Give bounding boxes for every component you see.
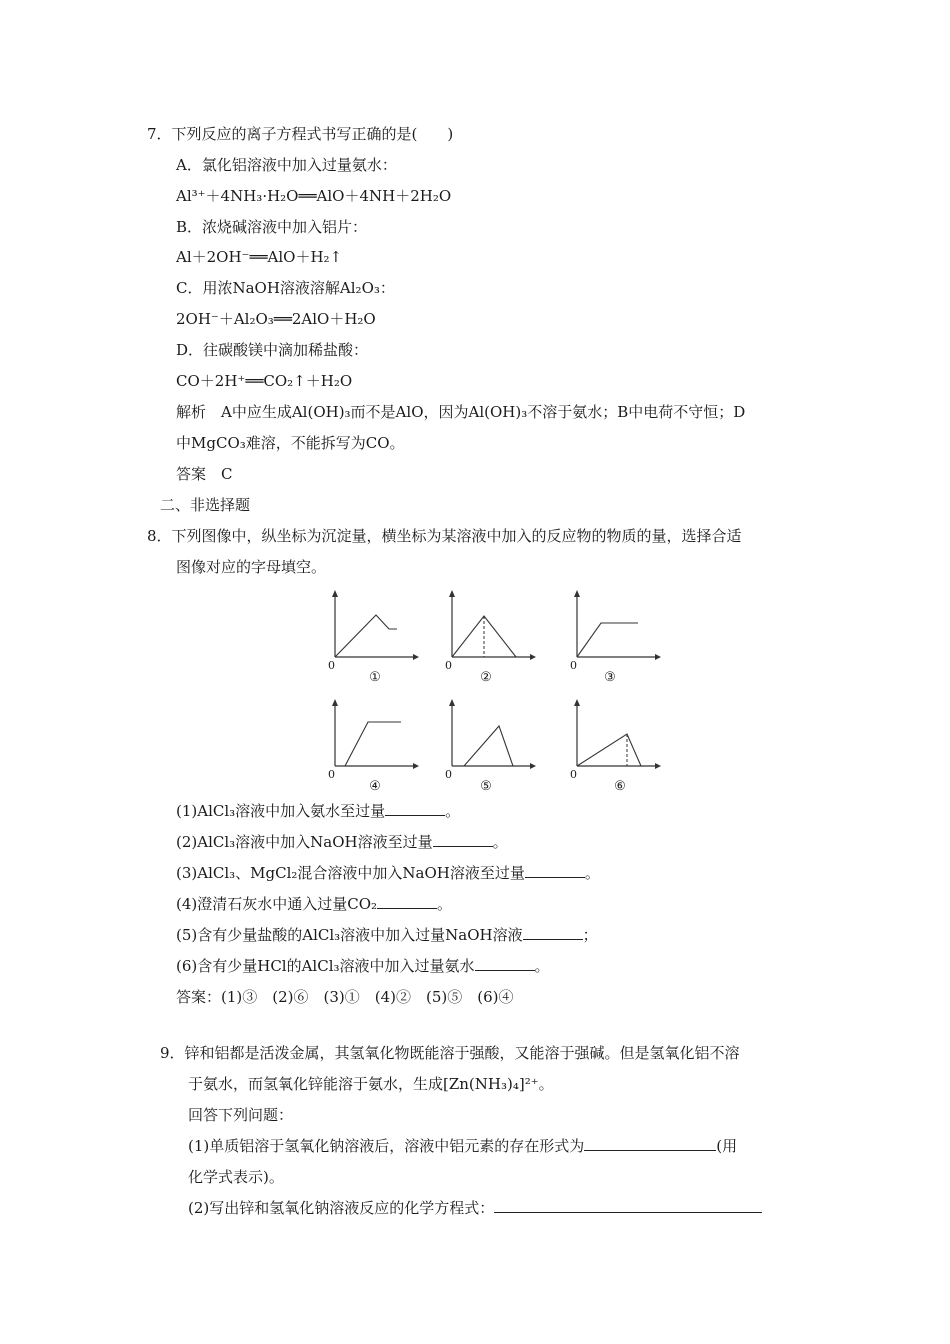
q8-item-5-text: (5)含有少量盐酸的AlCl₃溶液中加入过量NaOH溶液 <box>176 926 523 944</box>
q8-item-1 <box>176 801 460 821</box>
graph-5-plot <box>448 698 538 776</box>
q8-item-3 <box>176 863 600 883</box>
q8-answer: 答案：(1)③ (2)⑥ (3)① (4)② (5)⑤ (6)④ <box>176 988 514 1006</box>
graph-4-plot <box>331 698 421 776</box>
graph-2-origin: 0 <box>445 659 452 672</box>
q8-item-4-text: (4)澄清石灰水中通入过量CO₂ <box>176 895 378 913</box>
q9-part-2 <box>188 1198 762 1218</box>
q8-item-3-end: 。 <box>584 864 600 882</box>
graph-2 <box>445 589 538 672</box>
q9-part-1-text: (1)单质铝溶于氢氧化钠溶液后，溶液中铝元素的存在形式为 <box>188 1137 585 1155</box>
q8-item-4-blank[interactable] <box>377 894 437 909</box>
section-heading: 二、非选择题 <box>160 496 251 514</box>
q7-option-d: D．往碳酸镁中滴加稀盐酸： <box>176 341 369 359</box>
q7-analysis-line-2: 中MgCO₃难溶，不能拆写为CO。 <box>176 434 405 452</box>
q7-option-b: B．浓烧碱溶液中加入铝片： <box>176 218 368 236</box>
q9-part-1-cont: 化学式表示)。 <box>188 1168 284 1186</box>
q8-item-5 <box>176 925 598 945</box>
graph-5-origin: 0 <box>445 768 452 781</box>
q8-item-4-end: 。 <box>437 895 453 913</box>
q7-option-c: C．用浓NaOH溶液溶解Al₂O₃： <box>176 279 395 297</box>
q8-item-2-text: (2)AlCl₃溶液中加入NaOH溶液至过量 <box>176 833 433 851</box>
graph-6 <box>570 698 663 781</box>
q8-item-3-blank[interactable] <box>525 863 585 878</box>
graph-4-label: ④ <box>369 779 381 794</box>
q9-part-2-text: (2)写出锌和氢氧化钠溶液反应的化学方程式： <box>188 1199 495 1217</box>
graph-2-label: ② <box>480 670 492 685</box>
graph-4 <box>328 698 421 781</box>
q9-part-1-suffix: (用 <box>716 1137 738 1155</box>
q7-equation-b: Al＋2OH⁻══AlO＋H₂↑ <box>176 248 343 266</box>
graph-6-origin: 0 <box>570 768 577 781</box>
graph-3-plot <box>573 589 663 667</box>
q7-equation-d: CO＋2H⁺══CO₂↑＋H₂O <box>176 372 353 390</box>
q8-item-6-blank[interactable] <box>475 956 535 971</box>
q7-analysis-line-1: 解析 A中应生成Al(OH)₃而不是AlO，因为Al(OH)₃不溶于氨水；B中电荷不守恒；D <box>176 403 746 421</box>
q9-part-1 <box>188 1136 737 1156</box>
q9-part-2-blank[interactable] <box>494 1198 762 1213</box>
q7-equation-c: 2OH⁻＋Al₂O₃══2AlO＋H₂O <box>176 310 376 328</box>
q8-item-5-blank[interactable] <box>523 925 583 940</box>
q9-prompt: 回答下列问题： <box>188 1106 294 1124</box>
q8-item-2-blank[interactable] <box>433 832 493 847</box>
graph-6-plot <box>573 698 663 776</box>
q8-item-1-text: (1)AlCl₃溶液中加入氨水至过量 <box>176 802 386 820</box>
q8-item-3-text: (3)AlCl₃、MgCl₂混合溶液中加入NaOH溶液至过量 <box>176 864 525 882</box>
graph-3 <box>570 589 663 672</box>
q8-item-1-end: 。 <box>445 802 461 820</box>
q8-item-5-end: ； <box>582 926 598 944</box>
q7-option-a: A．氯化铝溶液中加入过量氨水： <box>176 156 397 174</box>
q9-stem-line-2: 于氨水，而氢氧化锌能溶于氨水，生成[Zn(NH₃)₄]²⁺。 <box>188 1075 554 1093</box>
graph-5 <box>445 698 538 781</box>
q8-item-4 <box>176 894 452 914</box>
q8-item-1-blank[interactable] <box>385 801 445 816</box>
graph-1-origin: 0 <box>328 659 335 672</box>
q7-stem: 7．下列反应的离子方程式书写正确的是( ) <box>147 125 454 143</box>
graph-1-plot <box>331 589 421 667</box>
q8-item-6-text: (6)含有少量HCl的AlCl₃溶液中加入过量氨水 <box>176 957 475 975</box>
graph-6-label: ⑥ <box>614 779 626 794</box>
q9-stem-line-1: 9．锌和铝都是活泼金属，其氢氧化物既能溶于强酸，又能溶于强碱。但是氢氧化铝不溶 <box>160 1044 740 1062</box>
graph-4-origin: 0 <box>328 768 335 781</box>
q9-part-1-blank[interactable] <box>584 1136 716 1151</box>
graph-1-label: ① <box>369 670 381 685</box>
q8-item-6 <box>176 956 550 976</box>
graph-1 <box>328 589 421 672</box>
q8-stem-line-2: 图像对应的字母填空。 <box>176 558 327 576</box>
q8-item-2 <box>176 832 508 852</box>
q7-equation-a: Al³⁺＋4NH₃·H₂O══AlO＋4NH＋2H₂O <box>176 187 452 205</box>
graph-5-label: ⑤ <box>480 779 492 794</box>
q8-item-6-end: 。 <box>534 957 550 975</box>
q7-answer: 答案 C <box>176 465 233 483</box>
q8-stem-line-1: 8．下列图像中，纵坐标为沉淀量，横坐标为某溶液中加入的反应物的物质的量，选择合适 <box>147 527 742 545</box>
q8-item-2-end: 。 <box>492 833 508 851</box>
graph-3-origin: 0 <box>570 659 577 672</box>
graph-2-plot <box>448 589 538 667</box>
graph-3-label: ③ <box>604 670 616 685</box>
